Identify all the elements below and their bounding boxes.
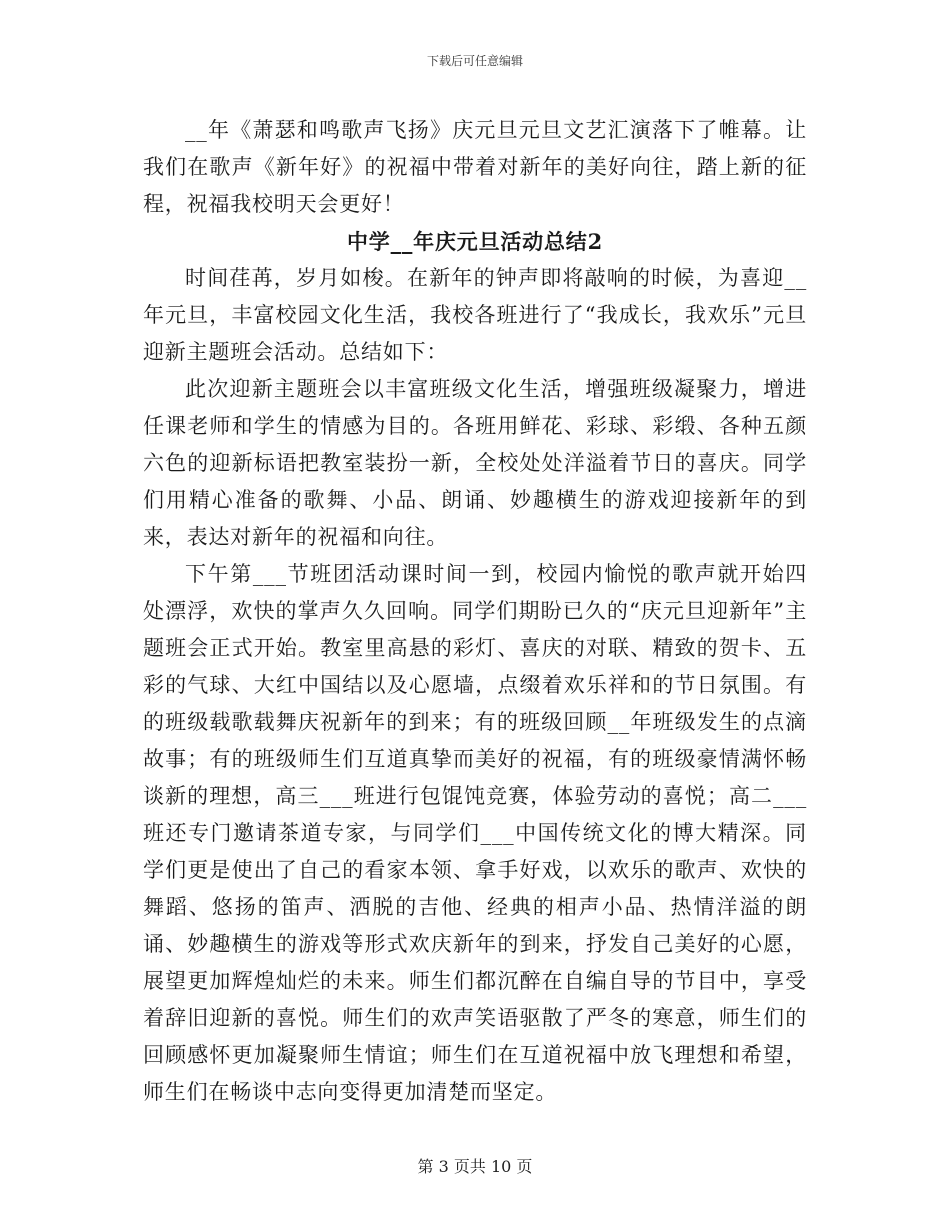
- document-body: [143, 112, 807, 1111]
- paragraph-intro: 时间荏苒，岁月如梭。在新年的钟声即将敲响的时候，为喜迎__年元旦，丰富校园文化生活，我校各班进行了“我成长，我欢乐”元旦迎新主题班会活动。总结如下：: [143, 266, 807, 364]
- section-title: 中学__年庆元旦活动总结2: [346, 229, 603, 254]
- paragraph-purpose: 此次迎新主题班会以丰富班级文化生活，增强班级凝聚力，增进任课老师和学生的情感为目的。各班用鲜花、彩球、彩缎、各种五颜六色的迎新标语把教室装扮一新，全校处处洋溢着节日的喜庆。同学们用精心准备的歌舞、小品、朗诵、妙趣横生的游戏迎接新年的到来，表达对新年的祝福和向往。: [143, 377, 807, 549]
- paragraph-activities: 下午第___节班团活动课时间一到，校园内愉悦的歌声就开始四处漂浮，欢快的掌声久久回响。同学们期盼已久的“庆元旦迎新年”主题班会正式开始。教室里高悬的彩灯、喜庆的对联、精致的贺卡、五彩的气球、大红中国结以及心愿墙，点缀着欢乐祥和的节日氛围。有的班级载歌载舞庆祝新年的到来；有的班级回顾__年班级发生的点滴故事；有的班级师生们互道真挚而美好的祝福，有的班级豪情满怀畅谈新的理想，高三___班进行包馄饨竞赛，体验劳动的喜悦；高二___班还专门邀请茶道专家，与同学们___中国传统文化的博大精深。同学们更是使出了自己的看家本领、拿手好戏，以欢乐的歌声、欢快的舞蹈、悠扬的笛声、洒脱的吉他、经典的相声小品、热情洋溢的朗诵、妙趣横生的游戏等形式欢庆新年的到来，抒发自己美好的心愿，展望更加辉煌灿烂的未来。师生们都沉醉在自编自导的节目中，享受着辞旧迎新的喜悦。师生们的欢声笑语驱散了严冬的寒意，师生们的回顾感怀更加凝聚师生情谊；师生们在互道祝福中放飞理想和希望，师生们在畅谈中志向变得更加清楚而坚定。: [143, 562, 807, 1104]
- page-header: 下载后可任意编辑: [426, 54, 523, 68]
- page-number: 第 3 页共 10 页: [417, 1157, 533, 1176]
- paragraph-closing: __年《萧瑟和鸣歌声飞扬》庆元旦元旦文艺汇演落下了帷幕。让我们在歌声《新年好》的祝福中带着对新年的美好向往，踏上新的征程，祝福我校明天会更好！: [143, 118, 807, 216]
